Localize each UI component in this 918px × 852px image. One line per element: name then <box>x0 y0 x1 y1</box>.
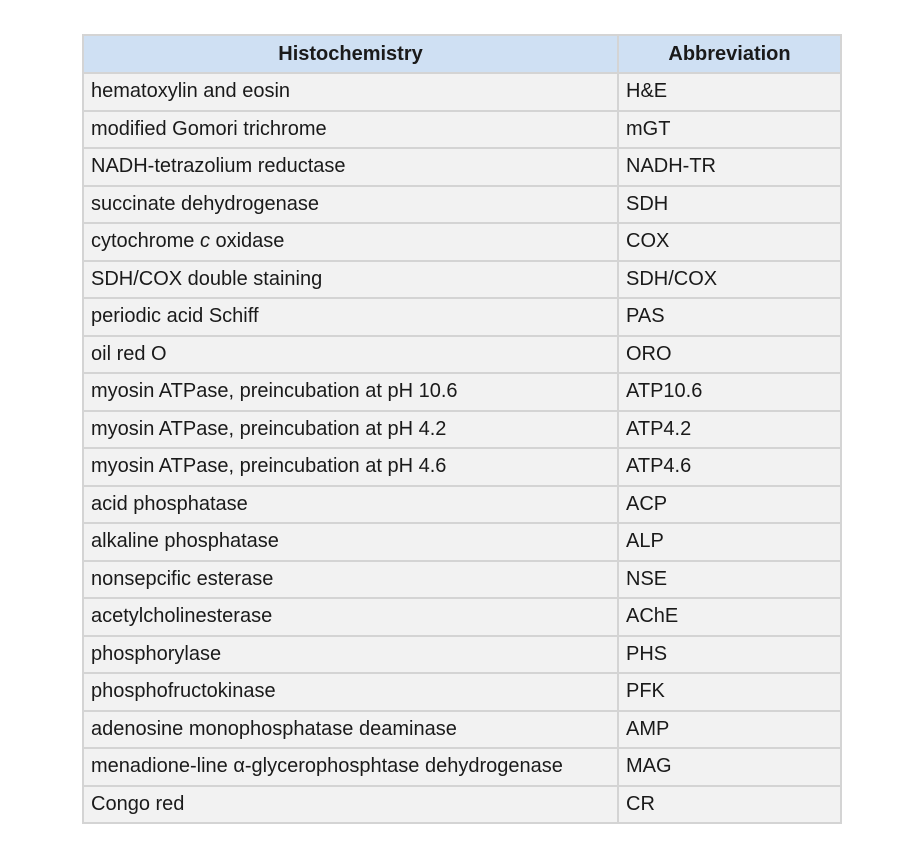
table-row <box>83 73 841 111</box>
table-row <box>83 523 841 561</box>
stain-name-italic: c <box>199 230 210 253</box>
stain-abbreviation: NADH-TR <box>618 148 841 186</box>
table-header-row <box>83 35 841 73</box>
stain-name: myosin ATPase, preincubation at pH 4.2 <box>83 411 618 449</box>
stain-name-post: oxidase <box>209 230 285 253</box>
stain-name: nonsepcific esterase <box>83 561 618 599</box>
stain-abbreviation: SDH <box>618 186 841 224</box>
stain-name <box>83 223 618 261</box>
stain-name: acid phosphatase <box>83 486 618 524</box>
stain-name: SDH/COX double staining <box>83 261 618 299</box>
stain-name: adenosine monophosphatase deaminase <box>83 711 618 749</box>
table-row <box>83 223 841 261</box>
histochemistry-table <box>82 34 842 824</box>
stain-name: myosin ATPase, preincubation at pH 10.6 <box>83 373 618 411</box>
stain-abbreviation: ATP4.6 <box>618 448 841 486</box>
histochemistry-table-container <box>82 34 840 824</box>
header-histochemistry: Histochemistry <box>83 35 618 73</box>
stain-name: myosin ATPase, preincubation at pH 4.6 <box>83 448 618 486</box>
table-row <box>83 373 841 411</box>
stain-name: Congo red <box>83 786 618 824</box>
table-row <box>83 261 841 299</box>
table-row <box>83 148 841 186</box>
stain-abbreviation: AMP <box>618 711 841 749</box>
stain-name: NADH-tetrazolium reductase <box>83 148 618 186</box>
stain-name: alkaline phosphatase <box>83 523 618 561</box>
stain-name: phosphofructokinase <box>83 673 618 711</box>
table-row <box>83 111 841 149</box>
stain-abbreviation: PFK <box>618 673 841 711</box>
stain-abbreviation: ACP <box>618 486 841 524</box>
table-row <box>83 673 841 711</box>
stain-abbreviation: ORO <box>618 336 841 374</box>
stain-abbreviation: H&E <box>618 73 841 111</box>
stain-name: acetylcholinesterase <box>83 598 618 636</box>
table-row <box>83 298 841 336</box>
stain-abbreviation: SDH/COX <box>618 261 841 299</box>
table-row <box>83 598 841 636</box>
stain-abbreviation: ATP10.6 <box>618 373 841 411</box>
stain-abbreviation: ALP <box>618 523 841 561</box>
stain-name: oil red O <box>83 336 618 374</box>
table-row <box>83 486 841 524</box>
stain-name-pre: cytochrome <box>91 230 200 253</box>
stain-name: hematoxylin and eosin <box>83 73 618 111</box>
header-abbreviation: Abbreviation <box>618 35 841 73</box>
table-row <box>83 336 841 374</box>
stain-abbreviation: PHS <box>618 636 841 674</box>
stain-name: succinate dehydrogenase <box>83 186 618 224</box>
table-row <box>83 636 841 674</box>
table-row <box>83 186 841 224</box>
stain-name: modified Gomori trichrome <box>83 111 618 149</box>
table-row <box>83 411 841 449</box>
table-row <box>83 561 841 599</box>
stain-abbreviation: MAG <box>618 748 841 786</box>
table-row <box>83 786 841 824</box>
stain-abbreviation: AChE <box>618 598 841 636</box>
stain-abbreviation: NSE <box>618 561 841 599</box>
table-row <box>83 748 841 786</box>
stain-name: phosphorylase <box>83 636 618 674</box>
stain-abbreviation: COX <box>618 223 841 261</box>
table-row <box>83 711 841 749</box>
table-row <box>83 448 841 486</box>
stain-abbreviation: PAS <box>618 298 841 336</box>
stain-name: menadione-line α-glycerophosphtase dehydrogenase <box>83 748 618 786</box>
stain-abbreviation: CR <box>618 786 841 824</box>
stain-name: periodic acid Schiff <box>83 298 618 336</box>
stain-abbreviation: mGT <box>618 111 841 149</box>
stain-abbreviation: ATP4.2 <box>618 411 841 449</box>
